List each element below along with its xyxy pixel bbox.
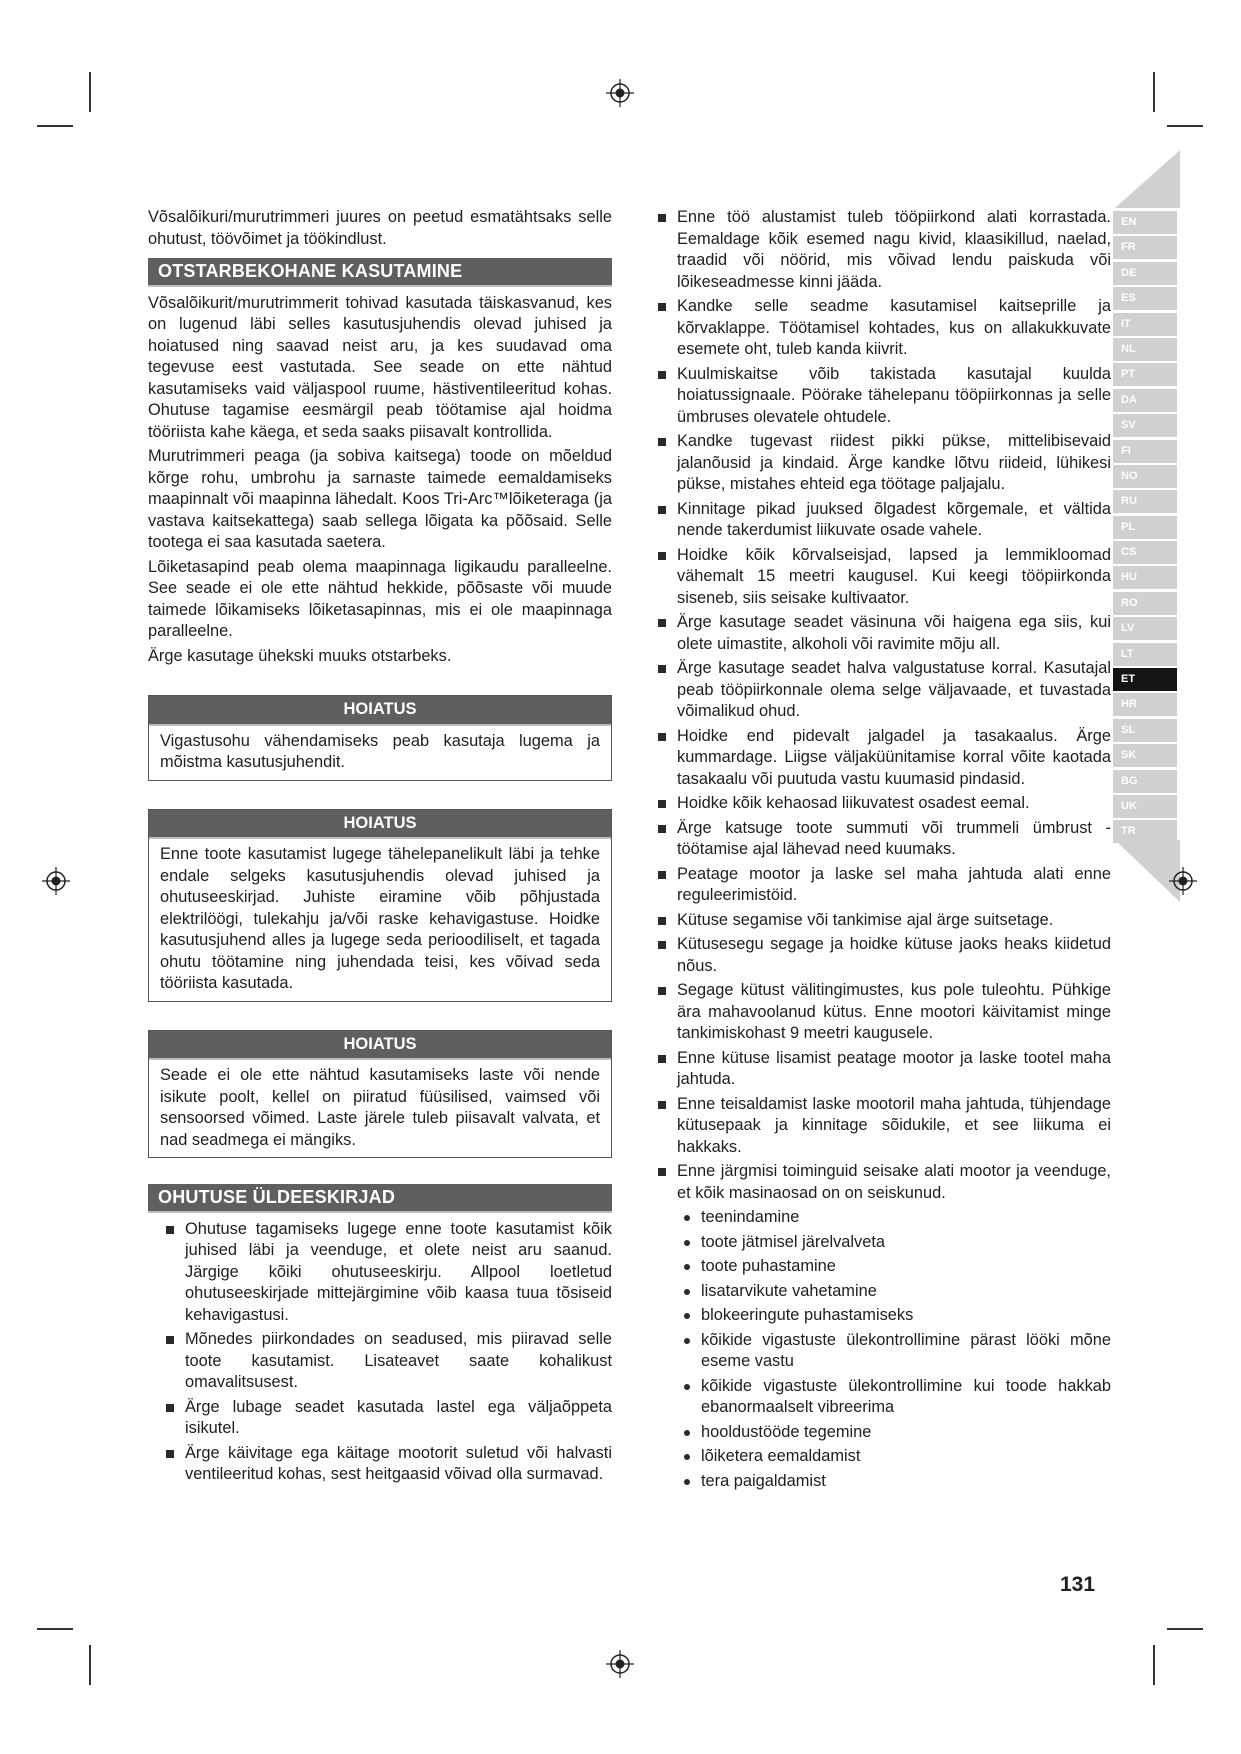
list-item: Segage kütust välitingimustes, kus pole tuleohtu. Pühkige ära mahavoolanud kütus. Enne mootori käivitamist minge tankimiskohast 9 meetri kaugusele. (656, 980, 1111, 1045)
warning-box (148, 809, 612, 1002)
sub-list-item: toote jätmisel järelvalveta (682, 1232, 1111, 1254)
list-item: Ärge lubage seadet kasutada lastel ega väljaõppeta isikutel. (164, 1397, 612, 1440)
language-tab-hu: HU (1113, 566, 1177, 589)
language-tab-tr: TR (1113, 820, 1177, 843)
warning-box (148, 695, 612, 781)
language-tab-cs: CS (1113, 541, 1177, 564)
list-item: Kütusesegu segage ja hoidke kütuse jaoks heaks kiidetud nõus. (656, 934, 1111, 977)
language-tab-bg: BG (1113, 770, 1177, 793)
list-item: Kinnitage pikad juuksed õlgadest kõrgemale, et vältida nende takerdumist liikuvate osade vahele. (656, 499, 1111, 542)
language-tab-it: IT (1113, 313, 1177, 336)
sub-list-item: kõikide vigastuste ülekontrollimine pärast lööki mõne eseme vastu (682, 1330, 1111, 1373)
paragraph: Murutrimmeri peaga (ja sobiva kaitsega) toode on mõeldud kõrge rohu, umbrohu ja sarnaste taimede eemaldamiseks maapinnalt või maapinna lähedalt. Koos Tri-Arc™lõiketeraga (ja vastava kaitsekattega) saab sellega lõigata ka põõsaid. Selle tootega ei saa kasutada saetera. (148, 447, 612, 551)
registration-mark-icon (605, 78, 635, 108)
crop-mark (1167, 1628, 1203, 1630)
language-tab-de: DE (1113, 262, 1177, 285)
sub-list-item: lisatarvikute vahetamine (682, 1281, 1111, 1303)
section-heading-intended-use: OTSTARBEKOHANE KASUTAMINE (148, 258, 612, 287)
registration-mark-icon (1168, 866, 1198, 896)
list-item: Enne töö alustamist tuleb tööpiirkond alati korrastada. Eemaldage kõik esemed nagu kivid, klaasikillud, naelad, traadid või nöörid, mis võivad lendu paiskuda või lõikeseadmesse kinni jääda. (656, 207, 1111, 293)
paragraph: Võsalõikurit/murutrimmerit tohivad kasutada täiskasvanud, kes on lugenud läbi selles kasutusjuhendis olevad juhised ja hoiatused ning saavad neist aru, ja kes suudavad oma tegevuse eest vastutada. See seade on ette nähtud kasutamiseks vaid väljaspool ruume, hästiventileeritud kohas. Ohutuse tagamise eesmärgil peab töötamise ajal hoidma tööriista kahe käega, et seda saaks piisavalt kontrollida. (148, 293, 612, 441)
list-item: Enne järgmisi toiminguid seisake alati mootor ja veenduge, et kõik masinaosad on on seiskunud. (656, 1161, 1111, 1204)
right-column (656, 207, 1111, 1495)
list-item: Kandke selle seadme kasutamisel kaitseprille ja kõrvaklappe. Töötamisel kohtades, kus on allakukkuvate esemete oht, tuleb kanda kiivrit. (656, 296, 1111, 361)
language-tab-no: NO (1113, 465, 1177, 488)
paragraph: Ärge kasutage ühekski muuks otstarbeks. (148, 646, 452, 665)
list-item: Kandke tugevast riidest pikki pükse, mittelibisevaid jalanõusid ja kindaid. Ärge kandke lõtvu riideid, lühikesi pükse, mistahes ehteid ega töötage paljajalu. (656, 431, 1111, 496)
list-item: Ärge kasutage seadet väsinuna või haigena ega siis, kui olete uimastite, alkoholi või ravimite mõju all. (656, 612, 1111, 655)
sub-list-item: toote puhastamine (682, 1256, 1111, 1278)
language-tab-fr: FR (1113, 236, 1177, 259)
list-item: Hoidke end pidevalt jalgadel ja tasakaalus. Ärge kummardage. Liigse väljaküünitamise korral võite kaotada tasakaalu või puutuda vastu kuumasid pindasid. (656, 726, 1111, 791)
warning-text: Seade ei ole ette nähtud kasutamiseks laste või nende isikute poolt, kellel on piiratud füüsilised, vaimsed või sensoorsed võimed. Laste järele tuleb piisavalt valvata, et nad seadmega ei mängiks. (160, 1066, 600, 1149)
list-item: Kütuse segamise või tankimise ajal ärge suitsetage. (656, 910, 1111, 932)
language-tab-et: ET (1113, 668, 1177, 691)
warning-text: Vigastusohu vähendamiseks peab kasutaja lugema ja mõistma kasutusjuhendit. (160, 731, 600, 771)
language-tab-fi: FI (1113, 440, 1177, 463)
general-safety-list (148, 1219, 612, 1486)
list-item: Hoidke kõik kõrvalseisjad, lapsed ja lemmikloomad vähemalt 15 meetri kaugusel. Kui keegi tööpiirkonda siseneb, siis seisake kultivaator. (656, 545, 1111, 610)
language-tab-en: EN (1113, 211, 1177, 234)
crop-mark (89, 72, 91, 112)
language-tab-ro: RO (1113, 592, 1177, 615)
warning-title: HOIATUS (149, 1031, 611, 1061)
list-item: Peatage mootor ja laske sel maha jahtuda alati enne reguleerimistöid. (656, 864, 1111, 907)
warning-title: HOIATUS (149, 696, 611, 726)
list-item: Kuulmiskaitse võib takistada kasutajal kuulda hoiatussignaale. Pöörake tähelepanu tööpiirkonnas ja selle ümbruses olevatele ohtudele. (656, 364, 1111, 429)
list-item: Ärge käivitage ega käitage mootorit suletud või halvasti ventileeritud kohas, sest heitgaasid võivad olla surmavad. (164, 1443, 612, 1486)
language-tab-es: ES (1113, 287, 1177, 310)
crop-mark (37, 1628, 73, 1630)
list-item: Mõnedes piirkondades on seadused, mis piiravad selle toote kasutamist. Lisateavet saate kohalikust omavalitsusest. (164, 1329, 612, 1394)
language-tab-hr: HR (1113, 693, 1177, 716)
sub-list-item: kõikide vigastuste ülekontrollimine kui toode hakkab ebanormaalselt vibreerima (682, 1376, 1111, 1419)
crop-mark (1153, 1645, 1155, 1685)
registration-mark-icon (41, 866, 71, 896)
language-tab-sl: SL (1113, 719, 1177, 742)
warning-box (148, 1030, 612, 1159)
sub-list-item: tera paigaldamist (682, 1471, 1111, 1493)
crop-mark (37, 125, 73, 127)
crop-mark (89, 1645, 91, 1685)
left-column (148, 207, 612, 1489)
language-tab-lv: LV (1113, 617, 1177, 640)
language-tab-uk: UK (1113, 795, 1177, 818)
language-tab-pt: PT (1113, 363, 1177, 386)
intro-text: Võsalõikuri/murutrimmeri juures on peetud esmatähtsaks selle ohutust, töövõimet ja töökindlust. (148, 208, 612, 248)
registration-mark-icon (605, 1649, 635, 1679)
sub-list-item: blokeeringute puhastamiseks (682, 1305, 1111, 1327)
crop-mark (1167, 125, 1203, 127)
list-item: Ärge katsuge toote summuti või trummeli ümbrust - töötamise ajal lähevad need kuumaks. (656, 818, 1111, 861)
language-tab-pl: PL (1113, 516, 1177, 539)
list-item: Enne kütuse lisamist peatage mootor ja laske tootel maha jahtuda. (656, 1048, 1111, 1091)
warning-title: HOIATUS (149, 810, 611, 840)
list-item: Enne teisaldamist laske mootoril maha jahtuda, tühjendage kütusepaak ja kinnitage sõidukile, et see liikuma ei hakkaks. (656, 1094, 1111, 1159)
list-item: Ohutuse tagamiseks lugege enne toote kasutamist kõik juhised läbi ja veenduge, et olete neist aru saanud. Järgige kõiki ohutuseeskirju. Allpool loetletud ohutuseeskirjade mittejärgimine võib kaasa tuua tõsiseid kehavigastusi. (164, 1219, 612, 1327)
language-tab-sv: SV (1113, 414, 1177, 437)
language-tab-nl: NL (1113, 338, 1177, 361)
language-tab-da: DA (1113, 389, 1177, 412)
language-tab-ru: RU (1113, 490, 1177, 513)
paragraph: Lõiketasapind peab olema maapinnaga ligikaudu paralleelne. See seade ei ole ette nähtud hekkide, põõsaste või muude taimede lõikamiseks lõiketasapinnas, mis ei ole maapinnaga paralleelne. (148, 557, 612, 640)
language-tabs (1113, 211, 1177, 846)
sub-items-list (682, 1207, 1111, 1492)
language-tab-lt: LT (1113, 643, 1177, 666)
sub-list-item: lõiketera eemaldamist (682, 1446, 1111, 1468)
list-item: Hoidke kõik kehaosad liikuvatest osadest eemal. (656, 793, 1111, 815)
page-number: 131 (1060, 1573, 1096, 1596)
crop-mark (1153, 72, 1155, 112)
language-tab-sk: SK (1113, 744, 1177, 767)
sub-list-item: teenindamine (682, 1207, 1111, 1229)
warning-text: Enne toote kasutamist lugege tähelepanelikult läbi ja tehke endale selgeks kasutusjuhendis olevad juhised ja ohutuseeskirjad. Juhiste eiramine võib põhjustada elektrilöögi, tulekahju ja/või raske kehavigastuse. Hoidke kasutusjuhend alles ja lugege seda perioodiliselt, et tagada ohutu töötamine ning juhendada teisi, kes võivad seda tööriista kasutada. (160, 845, 600, 992)
section-heading-general-safety: OHUTUSE ÜLDEESKIRJAD (148, 1184, 612, 1213)
safety-rules-list (656, 207, 1111, 1204)
list-item: Ärge kasutage seadet halva valgustatuse korral. Kasutajal peab tööpiirkonnale olema selge väljavaade, et tuvastada võimalikud ohud. (656, 658, 1111, 723)
sub-list-item: hooldustööde tegemine (682, 1422, 1111, 1444)
